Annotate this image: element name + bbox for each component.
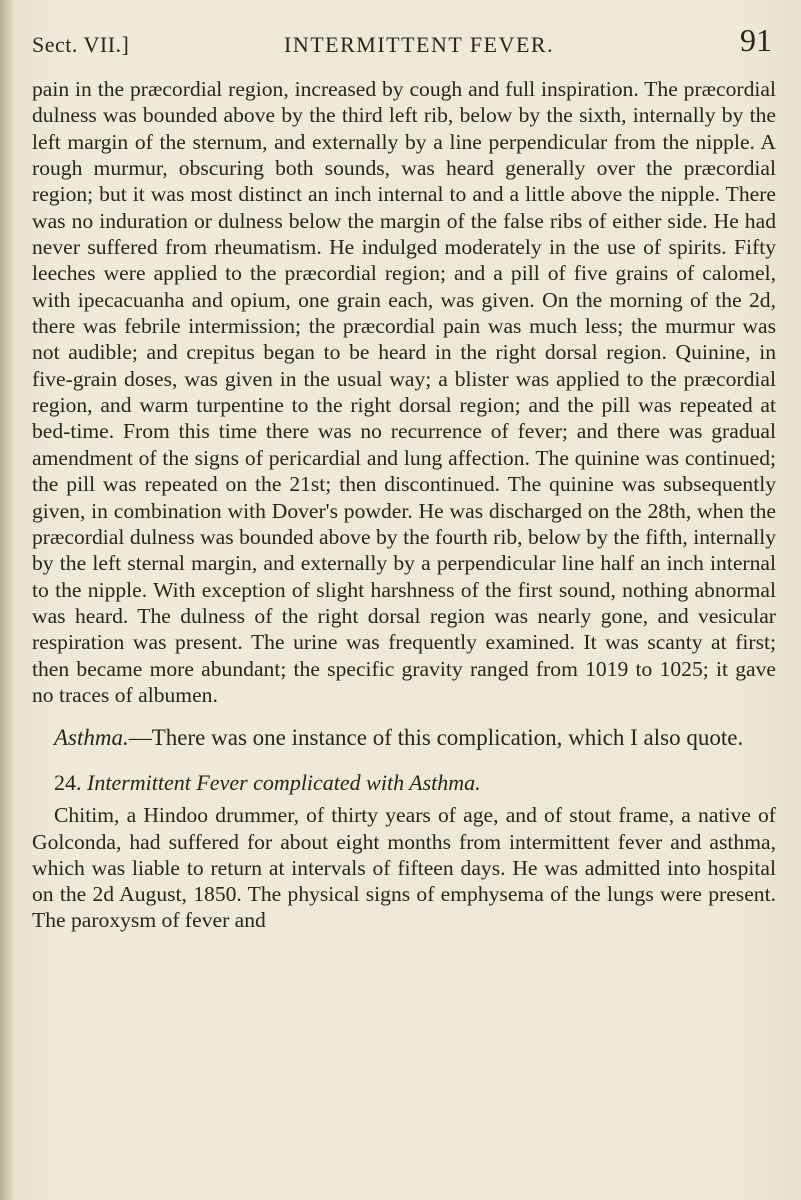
asthma-text: —There was one instance of this complication, which I also quote. [128,725,744,751]
case-heading [32,768,776,798]
asthma-paragraph [32,721,776,754]
body-text [32,76,776,934]
main-paragraph: pain in the præcordial region, increased by cough and full inspiration. The præcordial dulness was bounded above by the third left rib, below by the sixth, internally by the left margin of the sternum, and externally by a line perpendicular from the nipple. A rough murmur, obscuring both sounds, was heard generally over the præcordial region; but it was most distinct an inch internal to and a little above the nipple. There was no induration or dulness below the margin of the false ribs of either side. He had never suffered from rheumatism. He indulged moderately in the use of spirits. Fifty leeches were applied to the præcordial region; and a pill of five grains of calomel, with ipecacuanha and opium, one grain each, was given. On the morning of the 2d, there was febrile intermission; the præcordial pain was much less; the murmur was not audible; and crepitus began to be heard in the right dorsal region. Quinine, in five-grain doses, was given in the usual way; a blister was applied to the præcordial region, and warm turpentine to the right dorsal region; and the pill was repeated at bed-time. From this time there was no recurrence of fever; and there was gradual amendment of the signs of pericardial and lung affection. The quinine was continued; the pill was repeated on the 21st; then discontinued. The quinine was subsequently given, in combination with Dover's powder. He was discharged on the 28th, when the præcordial dulness was bounded above by the fourth rib, below by the fifth, internally by the left sternal margin, and externally by a perpendicular line half an inch internal to the nipple. With exception of slight harshness of the first sound, nothing abnormal was heard. The dulness of the right dorsal region was nearly gone, and vesicular respiration was present. The urine was frequently examined. It was scanty at first; then became more abundant; the specific gravity ranged from 1019 to 1025; it gave no traces of albumen. [32,77,776,707]
running-title: INTERMITTENT FEVER. [284,32,555,57]
page-number: 91 [740,22,772,58]
section-marker: Sect. VII.] [32,32,130,57]
case-number: 24. [54,770,82,796]
spine-shadow [0,0,14,1200]
running-header [32,22,772,62]
case-paragraph: Chitim, a Hindoo drummer, of thirty years of age, and of stout frame, a native of Golconda, had suffered for about eight months from intermittent fever and asthma, which was liable to return at intervals of fifteen days. He was admitted into hospital on the 2d August, 1850. The physical signs of emphysema of the lungs were present. The paroxysm of fever and [32,803,776,933]
case-title: Intermittent Fever complicated with Asthma. [87,770,481,796]
asthma-label: Asthma. [54,725,129,751]
